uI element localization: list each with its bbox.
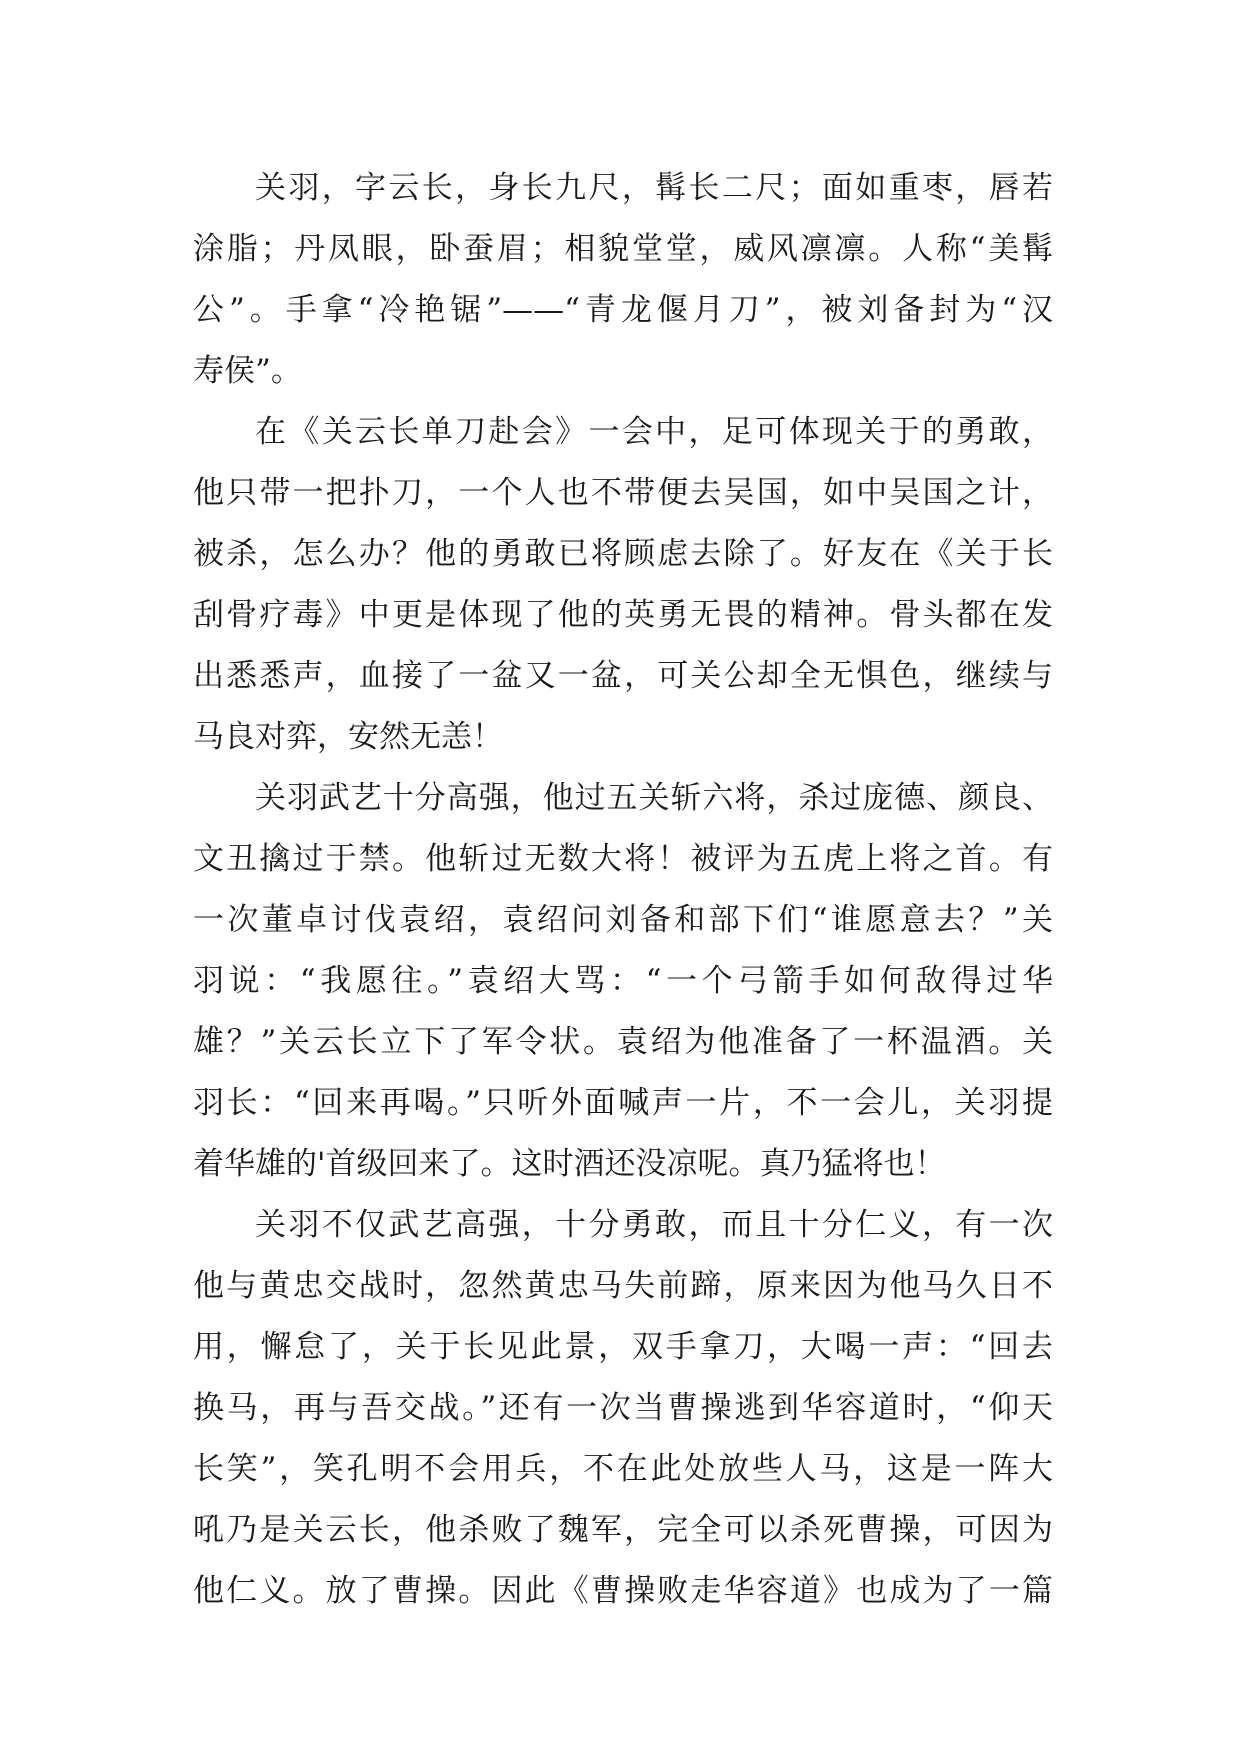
text-line: 他与黄忠交战时，忽然黄忠马失前蹄，原来因为他马久日不 [193,1268,1053,1304]
text-line: 在《关云长单刀赴会》一会中，足可体现关于的勇敢， [255,414,1053,450]
text-line: 涂脂；丹凤眼，卧蚕眉；相貌堂堂，威风凛凛。人称“美髯 [193,231,1053,267]
paragraph-3 [193,768,1053,1195]
document-body [193,158,1053,1622]
paragraph-4 [193,1195,1053,1622]
text-line: 马良对弈，安然无恙！ [193,719,503,755]
text-line: 刮骨疗毒》中更是体现了他的英勇无畏的精神。骨头都在发 [193,597,1053,633]
text-line: 关羽不仅武艺高强，十分勇敢，而且十分仁义，有一次 [255,1207,1053,1243]
paragraph-2 [193,402,1053,768]
text-line: 关羽，字云长，身长九尺，髯长二尺；面如重枣，唇若 [255,170,1053,206]
text-line: 他仁义。放了曹操。因此《曹操败走华容道》也成为了一篇 [193,1573,1053,1609]
text-line: 着华雄的'首级回来了。这时酒还没凉呢。真乃猛将也！ [193,1146,946,1182]
paragraph-1 [193,158,1053,402]
text-line: 被杀，怎么办？他的勇敢已将顾虑去除了。好友在《关于长 [193,536,1053,572]
text-line: 关羽武艺十分高强，他过五关斩六将，杀过庞德、颜良、 [255,780,1053,816]
text-line: 用，懈怠了，关于长见此景，双手拿刀，大喝一声：“回去 [193,1329,1053,1365]
text-line: 羽长：“回来再喝。”只听外面喊声一片，不一会儿，关羽提 [193,1085,1053,1121]
text-line: 换马，再与吾交战。”还有一次当曹操逃到华容道时，“仰天 [193,1390,1053,1426]
text-line: 他只带一把扑刀，一个人也不带便去吴国，如中吴国之计， [193,475,1053,511]
text-line: 文丑擒过于禁。他斩过无数大将！被评为五虎上将之首。有 [193,841,1053,877]
text-line: 雄？”关云长立下了军令状。袁绍为他准备了一杯温酒。关 [193,1024,1053,1060]
text-line: 一次董卓讨伐袁绍，袁绍问刘备和部下们“谁愿意去？”关 [193,902,1053,938]
text-line: 寿侯”。 [193,353,302,389]
text-line: 出悉悉声，血接了一盆又一盆，可关公却全无惧色，继续与 [193,658,1053,694]
text-line: 长笑”，笑孔明不会用兵，不在此处放些人马，这是一阵大 [193,1451,1053,1487]
text-line: 吼乃是关云长，他杀败了魏军，完全可以杀死曹操，可因为 [193,1512,1053,1548]
text-line: 公”。手拿“冷艳锯”——“青龙偃月刀”，被刘备封为“汉 [193,292,1053,328]
text-line: 羽说：“我愿往。”袁绍大骂：“一个弓箭手如何敌得过华 [193,963,1053,999]
